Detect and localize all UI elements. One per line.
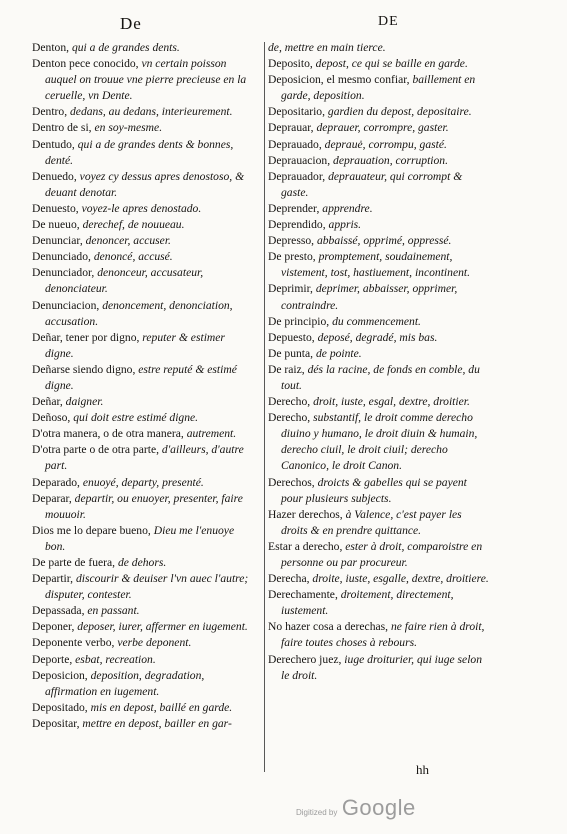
dictionary-entry	[32, 104, 254, 120]
entry-headword: Estar a derecho,	[268, 539, 343, 553]
entry-headword: Deposito,	[268, 57, 313, 71]
entry-definition: du commencement.	[332, 314, 421, 328]
entry-definition: depost, ce qui se baille en garde.	[315, 57, 468, 71]
entry-definition: dedans, au dedans, interieurement.	[70, 105, 233, 119]
google-wordmark: Google	[341, 795, 416, 820]
entry-definition: apprendre.	[322, 201, 373, 215]
entry-definition: abbaissé, opprimé, oppressé.	[316, 234, 452, 248]
entry-headword: Derecho,	[268, 411, 311, 425]
entry-headword: Dentudo,	[32, 137, 75, 151]
entry-definition: daigner.	[65, 395, 104, 409]
entry-headword: No hazer cosa a derechas,	[268, 620, 389, 634]
digitized-stamp	[296, 795, 416, 821]
entry-headword: Depositar,	[32, 716, 80, 730]
entry-definition: à Valence, c'est payer les droits & en prendre quittance.	[281, 507, 462, 537]
dictionary-entry	[268, 104, 490, 120]
entry-definition: mis en depost, baillé en garde.	[90, 700, 233, 714]
dictionary-entry	[32, 635, 254, 651]
entry-headword: Denuesto,	[32, 201, 79, 215]
entry-headword: Denunciado,	[32, 250, 91, 264]
entry-definition: de, mettre en main tierce.	[268, 41, 386, 54]
entry-definition: denoncement, denonciation, accusation.	[45, 298, 233, 328]
dictionary-entry	[268, 571, 490, 587]
entry-headword: Derechos,	[268, 475, 315, 489]
dictionary-entry	[32, 217, 254, 233]
entry-headword: Depresso,	[268, 234, 315, 248]
dictionary-entry	[268, 346, 490, 362]
dictionary-entry	[268, 330, 490, 346]
dictionary-entry	[32, 137, 254, 169]
dictionary-entry	[268, 281, 490, 313]
dictionary-entry	[268, 137, 490, 153]
entry-headword: Denton,	[32, 41, 70, 54]
entry-headword: Deprauado,	[268, 137, 322, 151]
dictionary-entry	[32, 394, 254, 410]
entry-headword: Deposicion, el mesmo confiar,	[268, 73, 410, 87]
entry-headword: Denunciar,	[32, 234, 83, 248]
entry-headword: Hazer derechos,	[268, 507, 343, 521]
dictionary-entry	[268, 249, 490, 281]
dictionary-entry	[32, 716, 254, 732]
entry-definition: de pointe.	[315, 346, 362, 360]
dictionary-entry	[32, 619, 254, 635]
dictionary-entry	[32, 169, 254, 201]
dictionary-entry	[32, 700, 254, 716]
dictionary-entry	[32, 120, 254, 136]
entry-headword: Derechero juez,	[268, 652, 342, 666]
entry-headword: Derecha,	[268, 572, 310, 586]
entry-headword: Denunciador,	[32, 266, 95, 280]
dictionary-entry	[32, 571, 254, 603]
dictionary-entry	[32, 265, 254, 297]
entry-definition: deprauateur, qui corrompt & gaste.	[281, 169, 463, 199]
entry-definition: mettre en depost, bailler en gar-	[82, 716, 232, 730]
dictionary-entry	[32, 491, 254, 523]
entry-definition: en soy-mesme.	[94, 121, 163, 135]
entry-headword: Depositado,	[32, 700, 88, 714]
entry-headword: Deprendido,	[268, 218, 326, 232]
entry-definition: deposer, iurer, affermer en iugement.	[77, 620, 248, 634]
entry-headword: Deponente verbo,	[32, 636, 115, 650]
dictionary-entry	[32, 233, 254, 249]
entry-headword: Deposicion,	[32, 668, 88, 682]
entry-definition: baillement en garde, deposition.	[281, 73, 476, 103]
entry-headword: Deñar, tener por digno,	[32, 330, 140, 344]
entry-headword: Deñoso,	[32, 411, 71, 425]
dictionary-entry	[32, 56, 254, 104]
entry-definition: deposition, degradation, affirmation en iugement.	[45, 668, 205, 698]
entry-headword: Deprauador,	[268, 169, 326, 183]
entry-headword: Deñar,	[32, 395, 63, 409]
entry-definition: qui a de grandes dents.	[71, 41, 180, 54]
entry-definition: esbat, recreation.	[75, 652, 156, 666]
dictionary-entry	[32, 523, 254, 555]
dictionary-entry	[268, 475, 490, 507]
entry-definition: estre reputé & estimé digne.	[45, 362, 237, 392]
dictionary-entry	[268, 40, 490, 56]
dictionary-entry	[268, 394, 490, 410]
entry-definition: voyez cy dessus apres denostoso, & deuant denotar.	[45, 169, 245, 199]
dictionary-entry	[32, 249, 254, 265]
entry-definition: deprimer, abbaisser, opprimer, contraindre.	[281, 282, 458, 312]
entry-definition: denonceur, accusateur, denonciateur.	[45, 266, 204, 296]
entry-headword: Derechamente,	[268, 588, 338, 602]
entry-headword: Denton pece conocido,	[32, 57, 139, 71]
dictionary-entry	[32, 362, 254, 394]
dictionary-entry	[32, 603, 254, 619]
entry-definition: verbe deponent.	[117, 636, 192, 650]
entry-definition: substantif, le droit comme derecho diuino y humano, le droit diuin & humain, derecho ciuil, le droit ciuil; derecho Canonico, le droit Canon.	[281, 411, 478, 473]
entry-headword: Dentro,	[32, 105, 68, 119]
entry-definition: droitement, directement, iustement.	[281, 588, 454, 618]
entry-definition: voyez-le apres denostado.	[81, 201, 202, 215]
entry-headword: De nueuo,	[32, 218, 80, 232]
entry-definition: qui a de grandes dents & bonnes, denté.	[45, 137, 234, 167]
dictionary-entry	[32, 410, 254, 426]
entry-definition: ester à droit, comparoistre en personne ou par procureur.	[281, 539, 483, 569]
entry-headword: Deparado,	[32, 475, 80, 489]
entry-headword: D'otra manera, o de otra manera,	[32, 427, 184, 441]
dictionary-entry	[32, 330, 254, 362]
entry-definition: d'ailleurs, d'autre part.	[45, 443, 244, 473]
dictionary-entry	[268, 201, 490, 217]
dictionary-entry	[268, 169, 490, 201]
entry-definition: ne faire rien à droit, faire toutes choses à rebours.	[281, 620, 485, 650]
dictionary-entry	[32, 668, 254, 700]
dictionary-entry	[32, 442, 254, 474]
dictionary-entry	[268, 410, 490, 474]
entry-definition: en passant.	[87, 604, 140, 618]
entry-definition: gardien du depost, depositaire.	[327, 105, 472, 119]
entry-headword: Dios me lo depare bueno,	[32, 523, 151, 537]
signature-mark: hh	[416, 762, 429, 777]
entry-definition: deposé, degradé, mis bas.	[317, 330, 438, 344]
entry-definition: reputer & estimer digne.	[45, 330, 225, 360]
dictionary-entry	[268, 233, 490, 249]
entry-definition: autrement.	[186, 427, 237, 441]
entry-definition: discourir & deuiser l'vn auec l'autre; disputer, contester.	[45, 572, 249, 602]
entry-headword: De parte de fuera,	[32, 556, 116, 569]
dictionary-entry	[32, 298, 254, 330]
entry-definition: appris.	[328, 218, 362, 232]
left-column	[32, 40, 254, 732]
entry-headword: Denunciacion,	[32, 298, 100, 312]
entry-headword: Deprimir,	[268, 282, 313, 296]
dictionary-entry	[32, 652, 254, 668]
entry-definition: droit, iuste, esgal, dextre, droitier.	[313, 395, 470, 409]
dictionary-entry	[268, 652, 490, 684]
entry-headword: Deparar,	[32, 491, 72, 505]
running-head-left: De	[120, 14, 142, 33]
dictionary-entry	[268, 587, 490, 619]
entry-definition: denoncer, accuser.	[85, 234, 171, 248]
entry-headword: De presto,	[268, 250, 316, 264]
dictionary-entry	[268, 539, 490, 571]
entry-headword: Depositario,	[268, 105, 325, 119]
dictionary-entry	[32, 475, 254, 491]
dictionary-entry	[268, 120, 490, 136]
entry-headword: Depassada,	[32, 604, 85, 618]
entry-definition: enuoyé, departy, presenté.	[82, 475, 204, 489]
entry-headword: De raiz,	[268, 362, 305, 376]
entry-definition: Dieu me l'enuoye bon.	[45, 523, 235, 553]
dictionary-entry	[268, 56, 490, 72]
dictionary-entry	[32, 201, 254, 217]
entry-headword: Departir,	[32, 572, 74, 586]
entry-headword: Depuesto,	[268, 330, 315, 344]
dictionary-entry	[268, 362, 490, 394]
entry-definition: promptement, soudainement, vistement, tost, hastiuement, incontinent.	[281, 250, 471, 280]
dictionary-entry	[268, 507, 490, 539]
entry-headword: Denuedo,	[32, 169, 77, 183]
entry-headword: Deponer,	[32, 620, 75, 634]
entry-headword: D'otra parte o de otra parte,	[32, 443, 159, 457]
entry-headword: De principio,	[268, 314, 330, 328]
entry-definition: de dehors.	[117, 556, 167, 569]
entry-definition: dés la racine, de fonds en comble, du tout.	[281, 362, 480, 392]
dictionary-entry	[32, 40, 254, 56]
column-divider	[264, 42, 265, 772]
entry-headword: Deñarse siendo digno,	[32, 362, 136, 376]
entry-headword: Deprauacion,	[268, 153, 331, 167]
entry-definition: vn certain poisson auquel on trouue vne pierre precieuse en la ceruelle, vn Dente.	[45, 57, 247, 103]
dictionary-entry	[32, 555, 254, 571]
entry-definition: iuge droiturier, qui iuge selon le droit.	[281, 652, 483, 682]
dictionary-entry	[268, 72, 490, 104]
entry-headword: Derecho,	[268, 395, 311, 409]
entry-headword: Dentro de si,	[32, 121, 92, 135]
dictionary-entry	[268, 619, 490, 651]
entry-definition: droicts & gabelles qui se payent pour plusieurs subjects.	[281, 475, 467, 505]
entry-definition: departir, ou enuoyer, presenter, faire mouuoir.	[45, 491, 243, 521]
entry-definition: droite, iuste, esgalle, dextre, droitiere.	[312, 572, 489, 586]
entry-headword: Deprender,	[268, 201, 320, 215]
entry-definition: derechef, de nouueau.	[82, 218, 185, 232]
entry-definition: deprauer, corrompre, gaster.	[316, 121, 449, 135]
entry-definition: denoncé, accusé.	[93, 250, 173, 264]
entry-headword: De punta,	[268, 346, 314, 360]
running-head-right: DE	[378, 14, 399, 29]
right-column	[268, 40, 490, 684]
dictionary-entry	[32, 426, 254, 442]
entry-definition: qui doit estre estimé digne.	[73, 411, 199, 425]
entry-headword: Deprauar,	[268, 121, 314, 135]
entry-definition: deprauė, corrompu, gasté.	[324, 137, 447, 151]
dictionary-entry	[268, 217, 490, 233]
dictionary-entry	[268, 153, 490, 169]
entry-definition: deprauation, corruption.	[333, 153, 449, 167]
digitized-prefix: Digitized by	[296, 808, 338, 817]
dictionary-entry	[268, 314, 490, 330]
entry-headword: Deporte,	[32, 652, 73, 666]
